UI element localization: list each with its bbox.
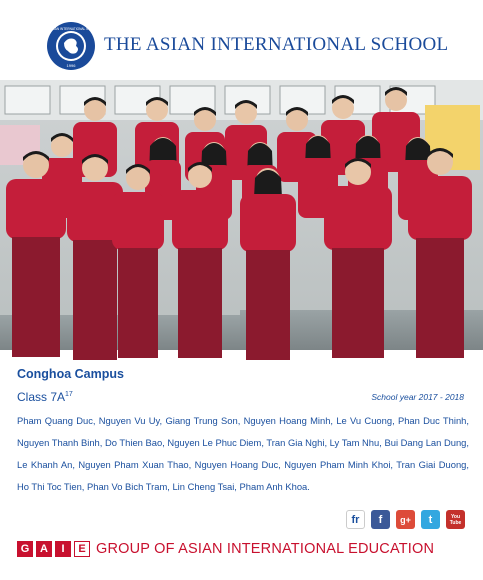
- class-name: [17, 390, 73, 404]
- youtube-icon-label: You Tube: [449, 513, 462, 526]
- google-plus-icon[interactable]: [396, 510, 415, 529]
- twitter-icon[interactable]: [421, 510, 440, 529]
- twitter-icon-label: t: [428, 513, 433, 526]
- class-label: Class 7A: [17, 390, 66, 404]
- class-superscript: 17: [65, 391, 73, 398]
- campus-name: Conghoa Campus: [17, 367, 124, 381]
- facebook-icon-label: f: [378, 513, 383, 526]
- logo-year: 1996: [66, 63, 76, 68]
- gaie-letter-e: E: [74, 541, 90, 557]
- logo-ring-text: THE ASIAN INTERNATIONAL SCHOOL: [42, 27, 100, 31]
- class-photo: [0, 80, 483, 350]
- gaie-letter-a: A: [36, 541, 52, 557]
- footer-group-name: GROUP OF ASIAN INTERNATIONAL EDUCATION: [96, 541, 435, 557]
- footer-gaie: [17, 541, 434, 557]
- header: [0, 0, 483, 80]
- youtube-icon[interactable]: [446, 510, 465, 529]
- gaie-letter-g: G: [17, 541, 33, 557]
- fr-icon-label: fr: [351, 513, 360, 526]
- school-year: School year 2017 - 2018: [371, 392, 464, 402]
- social-links: [346, 510, 465, 529]
- fr-icon[interactable]: [346, 510, 365, 529]
- school-name: THE ASIAN INTERNATIONAL SCHOOL: [104, 34, 449, 55]
- school-logo: [42, 21, 100, 71]
- student-names: Pham Quang Duc, Nguyen Vu Uy, Giang Trung Son, Nguyen Hoang Minh, Le Vu Cuong, Phan Duc Thinh, Nguyen Thanh Binh, Do Thien Bao, Nguyen Le Phuc Diem, Tran Gia Nghi, Ly Tam Nhu, Bui Dang Lan Dung, Le Khanh An, Nguyen Pham Xuan Thao, Nguyen Hoang Duc, Nguyen Pham Minh Khoi, Tran Giai Duong, Ho Thi Toc Tien, Phan Vo Bich Tram, Lin Cheng Tsai, Pham Anh Khoa.: [17, 415, 469, 492]
- gaie-letter-i: I: [55, 541, 71, 557]
- facebook-icon[interactable]: [371, 510, 390, 529]
- google-plus-icon-label: g+: [400, 514, 411, 525]
